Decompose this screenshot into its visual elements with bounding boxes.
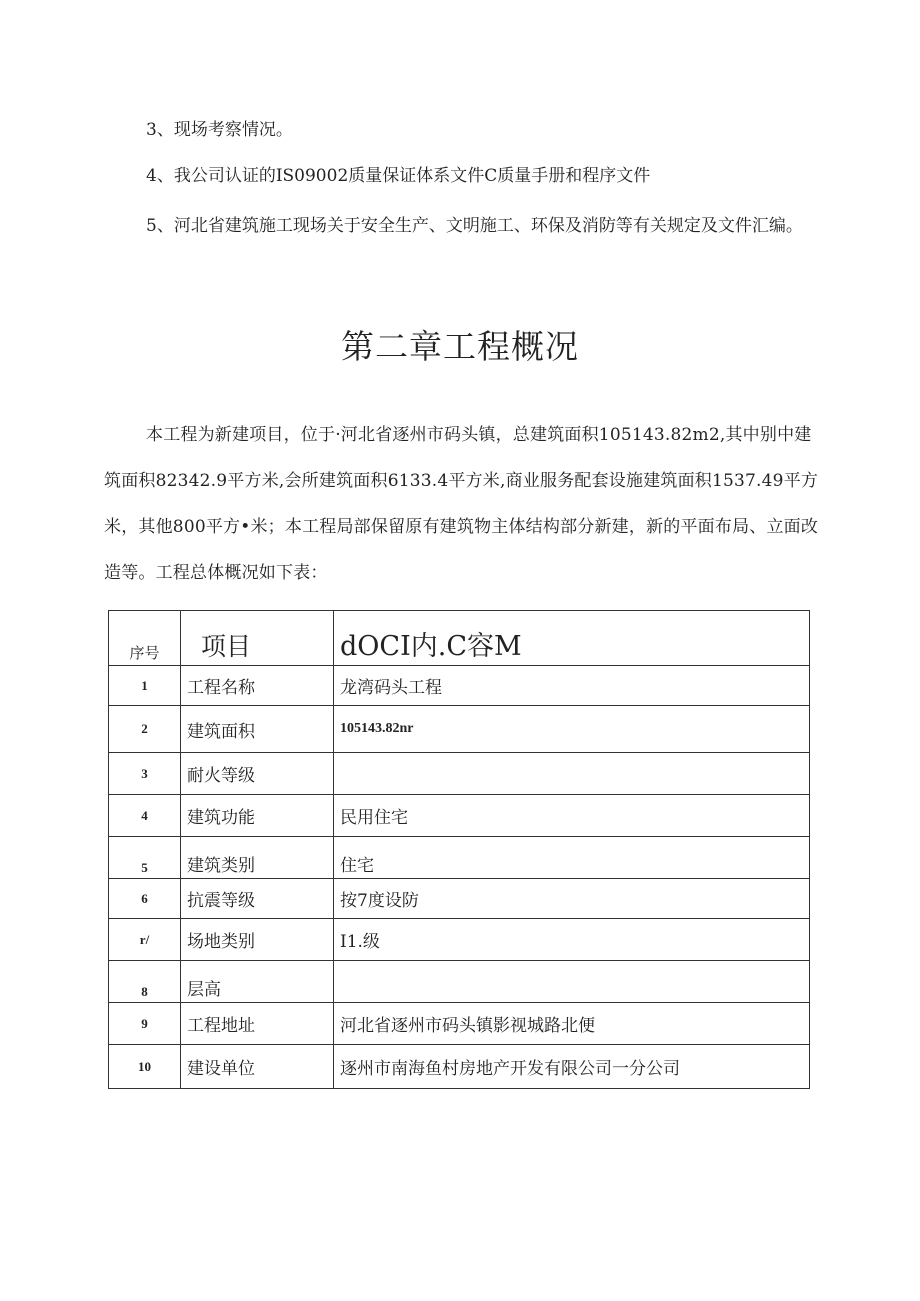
row-number: 8 — [109, 961, 181, 1003]
row-content: 按7度设防 — [334, 879, 810, 919]
row-content: 河北省逐州市码头镇影视城路北便 — [334, 1003, 810, 1045]
row-content — [334, 961, 810, 1003]
table-row — [109, 837, 810, 879]
row-content: 住宅 — [334, 837, 810, 879]
row-content — [334, 753, 810, 795]
row-number: 6 — [109, 879, 181, 919]
header-number: 序号 — [109, 611, 181, 666]
row-number: 1 — [109, 666, 181, 706]
project-intro-paragraph: 本工程为新建项目，位于·河北省逐州市码头镇，总建筑面积105143.82m2,其中别中建筑面积82342.9平方米,会所建筑面积6133.4平方米,商业服务配套设施建筑面积1537.49平方米，其他800平方•米；本工程局部保留原有建筑物主体结构部分新建，新的平面布局、立面改造等。工程总体概况如下表： — [104, 425, 819, 583]
table-row — [109, 919, 810, 961]
table-row — [109, 706, 810, 753]
row-number: 10 — [109, 1045, 181, 1089]
chapter-title: 第二章工程概况 — [341, 327, 579, 366]
row-item: 建筑类别 — [181, 837, 334, 879]
table-row — [109, 753, 810, 795]
row-number: 4 — [109, 795, 181, 837]
table-row — [109, 879, 810, 919]
table-row — [109, 1045, 810, 1089]
project-overview-table — [108, 610, 810, 1089]
row-item: 建筑面积 — [181, 706, 334, 753]
header-content: dOCI内.C容M — [334, 611, 810, 666]
table-row — [109, 961, 810, 1003]
row-number: 5 — [109, 837, 181, 879]
row-content: 民用住宅 — [334, 795, 810, 837]
paragraph-regulations: 5、河北省建筑施工现场关于安全生产、文明施工、环保及消防等有关规定及文件汇编。 — [146, 216, 803, 236]
row-number: 2 — [109, 706, 181, 753]
paragraph-site-inspection: 3、现场考察情况。 — [146, 120, 293, 140]
table-header-row — [109, 611, 810, 666]
row-number: 3 — [109, 753, 181, 795]
table-row — [109, 666, 810, 706]
row-number: 9 — [109, 1003, 181, 1045]
row-item: 工程名称 — [181, 666, 334, 706]
paragraph-iso-documents: 4、我公司认证的IS09002质量保证体系文件C质量手册和程序文件 — [146, 166, 651, 186]
table-row — [109, 795, 810, 837]
row-item: 工程地址 — [181, 1003, 334, 1045]
row-content: I1.级 — [334, 919, 810, 961]
row-item: 建筑功能 — [181, 795, 334, 837]
row-item: 建设单位 — [181, 1045, 334, 1089]
row-item: 场地类别 — [181, 919, 334, 961]
row-content: 105143.82nr — [334, 706, 810, 753]
header-item: 项目 — [181, 611, 334, 666]
row-item: 耐火等级 — [181, 753, 334, 795]
row-item: 层高 — [181, 961, 334, 1003]
row-item: 抗震等级 — [181, 879, 334, 919]
table-row — [109, 1003, 810, 1045]
row-content: 逐州市南海鱼村房地产开发有限公司一分公司 — [334, 1045, 810, 1089]
row-number: r/ — [109, 919, 181, 961]
row-content: 龙湾码头工程 — [334, 666, 810, 706]
